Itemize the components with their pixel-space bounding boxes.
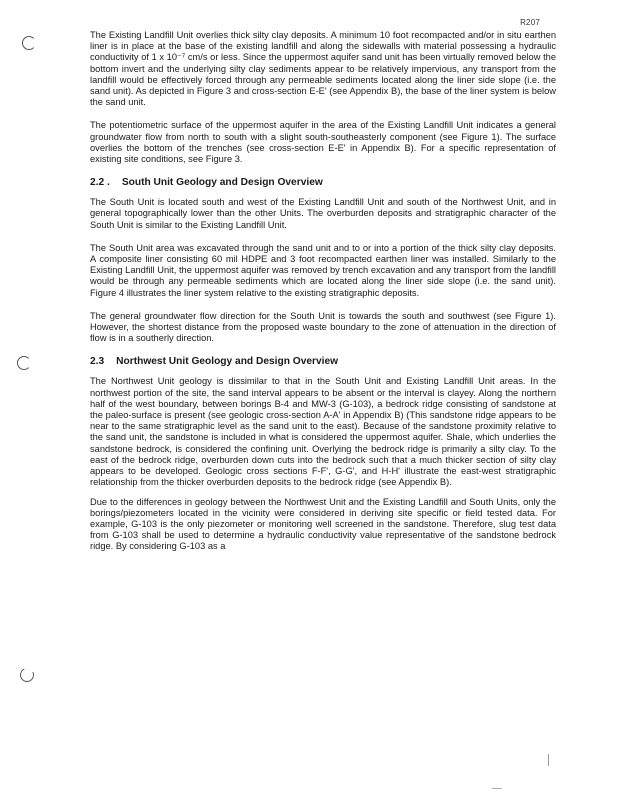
intro-paragraph-1: The Existing Landfill Unit overlies thick silty clay deposits. A minimum 10 foot recompacted and/or in situ earthen liner is in place at the base of the existing landfill and along the sidewalls with material possessing a hydraulic conductivity of 1 x 10⁻⁷ cm/s or less. Since the uppermost aquifer sand unit has been virtually removed below the bottom invert and the underlying silty clay sediments appear to be relatively impervious, any transport from the landfill would be effectively forced through any permeable sediments located along the liner side slope (i.e. the sand unit). As depicted in Figure 3 and cross-section E-E' (see Appendix B), the base of the liner system is below the sand unit. xyxy=(90,30,556,108)
section-2-2-paragraph-1: The South Unit is located south and west of the Existing Landfill Unit and south of the Northwest Unit, and in general topographically lower than the other Units. The overburden deposits and stratigraphic character of the South Unit is similar to the Existing Landfill Unit. xyxy=(90,197,556,230)
scan-mark-2 xyxy=(492,788,502,789)
section-2-3-title: Northwest Unit Geology and Design Overview xyxy=(116,356,339,368)
section-2-3-number: 2.3 xyxy=(90,356,105,368)
section-2-3-paragraph-2: Due to the differences in geology between the Northwest Unit and the Existing Landfill and South Units, only the borings/piezometers located in the vicinity were considered in deriving site specific or field tested data. For example, G-103 is the only piezometer or monitoring well screened in the sandstone. Therefore, slug test data from G-103 shall be used to determine a hydraulic conductivity value representative of the sandstone bedrock ridge. By considering G-103 as a xyxy=(90,496,556,552)
intro-paragraph-2: The potentiometric surface of the uppermost aquifer in the area of the Existing Landfill Unit indicates a general groundwater flow from north to south with a slight south-southeasterly component (see Figure 1). The surface overlies the bottom of the trenches (see cross-section E-E' in Appendix B). For a specific representation of existing site conditions, see Figure 3. xyxy=(90,120,556,165)
punch-hole-bottom xyxy=(18,666,36,684)
punch-hole-middle xyxy=(17,356,31,370)
page-id: R207 xyxy=(520,18,540,27)
section-2-2-paragraph-2: The South Unit area was excavated through the sand unit and to or into a portion of the thick silty clay deposits. A composite liner consisting 60 mil HDPE and 3 foot recompacted earthen liner was installed. Similarly to the Existing Landfill Unit, the uppermost aquifer was removed by trench excavation and any transport from the landfill would be through any permeable sediments which are located along the liner side slope (i.e. the sand unit). Figure 4 illustrates the liner system relative to the existing stratigraphic deposits. xyxy=(90,242,556,298)
section-2-2-heading xyxy=(90,177,556,189)
section-2-2-number: 2.2 . xyxy=(90,177,110,189)
punch-hole-top xyxy=(22,36,36,50)
section-2-3-paragraph-1: The Northwest Unit geology is dissimilar to that in the South Unit and Existing Landfill Unit areas. In the northwest portion of the site, the sand interval appears to be absent or the interval is clayey. Along the northern half of the west boundary, between borings B-4 and MW-3 (G-103), a bedrock ridge consisting of sandstone at the paleo-surface is present (see geologic cross-section A-A' in Appendix B) (This sandstone ridge appears to be near to the same stratigraphic level as the sand unit to the east). Because of the sandstone proximity relative to the sand unit, the sandstone is included in what is considered the uppermost aquifer. Shale, which underlies the sandstone bedrock, is considered the confining unit. Overlying the bedrock ridge is primarily a silty clay. To the east of the bedrock ridge, overburden down cuts into the bedrock such that a much thicker section of silty clay appears to be developed. Geologic cross sections F-F', G-G', and H-H' illustrate the east-west stratigraphic relationship from the thicker overburden deposits to the bedrock ridge (see Appendix B). xyxy=(90,376,556,488)
section-2-2-title: South Unit Geology and Design Overview xyxy=(121,177,323,189)
section-2-2-paragraph-3: The general groundwater flow direction for the South Unit is towards the south and southwest (see Figure 1). However, the shortest distance from the proposed waste boundary to the zone of attenuation in the direction of flow is in a southerly direction. xyxy=(90,310,556,344)
section-2-3-heading xyxy=(90,356,556,368)
body-text xyxy=(90,30,556,565)
scan-mark xyxy=(548,754,551,766)
